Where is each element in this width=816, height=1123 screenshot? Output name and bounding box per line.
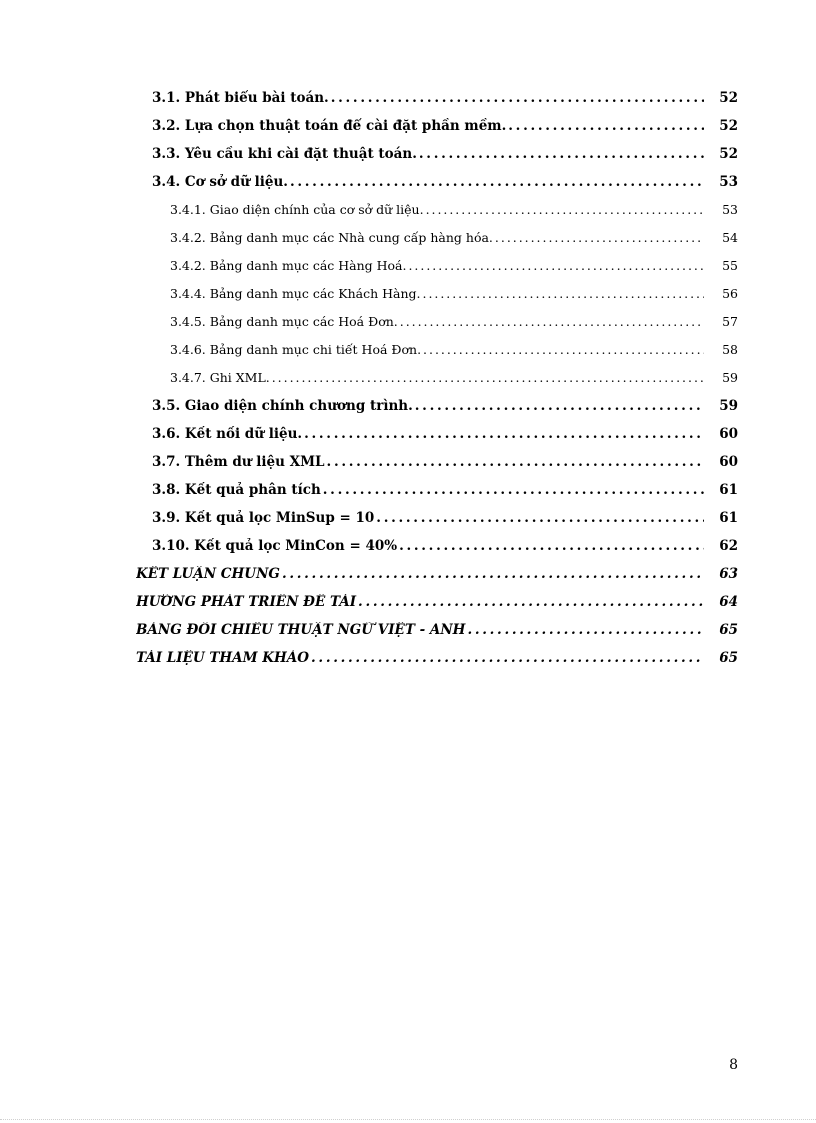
toc-dot-leader: [358, 594, 704, 610]
toc-entry-title: 3.4.2. Bảng danh mục các Nhà cung cấp hàng hóa.: [170, 230, 493, 245]
toc-dot-leader: [415, 398, 704, 414]
toc-entry[interactable]: [152, 174, 738, 200]
toc-chapter-entry[interactable]: [136, 594, 738, 620]
toc-entry-title: 3.4.7. Ghi XML.: [170, 370, 270, 385]
toc-entry[interactable]: [152, 482, 738, 508]
toc-subentry[interactable]: [170, 314, 738, 340]
toc-entry-title: 3.4.1. Giao diện chính của cơ sở dữ liệu.: [170, 202, 424, 217]
toc-entry[interactable]: [152, 538, 738, 564]
toc-entry-title: 3.4.2. Bảng danh mục các Hàng Hoá.: [170, 258, 407, 273]
toc-dot-leader: [508, 118, 704, 134]
toc-chapter-entry[interactable]: [136, 622, 738, 648]
toc-dot-leader: [323, 482, 704, 498]
toc-dot-leader: [376, 510, 704, 526]
toc-entry[interactable]: [152, 90, 738, 116]
toc-entry-title: TÀI LIỆU THAM KHẢO: [136, 650, 310, 666]
toc-dot-leader: [327, 454, 704, 470]
toc-entry-page: 59: [722, 370, 738, 385]
toc-dot-leader: [304, 426, 704, 442]
toc-entry[interactable]: [152, 454, 738, 480]
toc-dot-leader: [400, 314, 704, 329]
toc-entry-page: 58: [722, 342, 738, 357]
toc-entry[interactable]: [152, 426, 738, 452]
toc-subentry[interactable]: [170, 342, 738, 368]
toc-entry[interactable]: [152, 510, 738, 536]
toc-entry-title: 3.5. Giao diện chính chương trình.: [152, 398, 413, 414]
toc-chapter-entry[interactable]: [136, 650, 738, 676]
toc-subentry[interactable]: [170, 230, 738, 256]
toc-entry-title: HƯỚNG PHÁT TRIỂN ĐỀ TÀI: [136, 594, 357, 610]
toc-entry-page: 52: [719, 90, 738, 106]
toc-dot-leader: [331, 90, 704, 106]
toc-entry-title: 3.4. Cơ sở dữ liệu.: [152, 174, 288, 190]
toc-dot-leader: [419, 146, 704, 162]
toc-entry[interactable]: [152, 146, 738, 172]
toc-dot-leader: [423, 342, 704, 357]
toc-entry-page: 52: [719, 118, 738, 134]
toc-entry-page: 62: [719, 538, 738, 554]
toc-entry-page: 55: [722, 258, 738, 273]
toc-entry-title: 3.9. Kết quả lọc MinSup = 10: [152, 510, 375, 526]
toc-entry-page: 52: [719, 146, 738, 162]
toc-entry[interactable]: [152, 118, 738, 144]
toc-entry-page: 64: [719, 594, 738, 610]
toc-entry-page: 57: [722, 314, 738, 329]
toc-entry-page: 60: [719, 454, 738, 470]
toc-dot-leader: [282, 566, 704, 582]
toc-entry-title: 3.4.6. Bảng danh mục chi tiết Hoá Đơn.: [170, 342, 422, 357]
toc-entry-title: 3.2. Lựa chọn thuật toán để cài đặt phần mềm.: [152, 118, 507, 134]
toc-entry-page: 59: [719, 398, 738, 414]
toc-chapter-entry[interactable]: [136, 566, 738, 592]
toc-entry-page: 61: [719, 510, 738, 526]
toc-entry[interactable]: [152, 398, 738, 424]
toc-entry-page: 63: [719, 566, 738, 582]
toc-entry-page: 53: [719, 174, 738, 190]
toc-dot-leader: [495, 230, 704, 245]
toc-entry-title: KẾT LUẬN CHUNG: [136, 566, 280, 582]
toc-entry-title: 3.7. Thêm dư liệu XML: [152, 454, 325, 470]
toc-dot-leader: [399, 538, 704, 554]
toc-entry-title: BẢNG ĐỐI CHIẾU THUẬT NGỮ VIỆT - ANH: [136, 622, 466, 638]
toc-dot-leader: [467, 622, 704, 638]
toc-entry-title: 3.4.4. Bảng danh mục các Khách Hàng.: [170, 286, 421, 301]
toc-dot-leader: [426, 202, 704, 217]
toc-entry-page: 61: [719, 482, 738, 498]
toc-dot-leader: [423, 286, 705, 301]
toc-entry-page: 53: [722, 202, 738, 217]
toc-entry-title: 3.4.5. Bảng danh mục các Hoá Đơn.: [170, 314, 398, 329]
page-number: 8: [729, 1057, 738, 1073]
toc-entry-title: 3.10. Kết quả lọc MinCon = 40%: [152, 538, 398, 554]
toc-dot-leader: [408, 258, 704, 273]
toc-subentry[interactable]: [170, 258, 738, 284]
toc-subentry[interactable]: [170, 286, 738, 312]
toc-subentry[interactable]: [170, 370, 738, 396]
toc-dot-leader: [272, 370, 704, 385]
toc-entry-title: 3.3. Yêu cầu khi cài đặt thuật toán.: [152, 146, 417, 162]
toc-entry-title: 3.1. Phát biểu bài toán.: [152, 90, 329, 106]
toc-entry-page: 60: [719, 426, 738, 442]
toc-dot-leader: [290, 174, 704, 190]
toc-entry-page: 54: [722, 230, 738, 245]
page-bottom-divider: [0, 1119, 816, 1120]
toc-subentry[interactable]: [170, 202, 738, 228]
toc-entry-page: 65: [719, 650, 738, 666]
toc-entry-title: 3.6. Kết nối dữ liệu.: [152, 426, 303, 442]
toc-entry-page: 65: [719, 622, 738, 638]
toc-entry-title: 3.8. Kết quả phân tích: [152, 482, 321, 498]
toc-entry-page: 56: [722, 286, 738, 301]
toc-dot-leader: [311, 650, 704, 666]
